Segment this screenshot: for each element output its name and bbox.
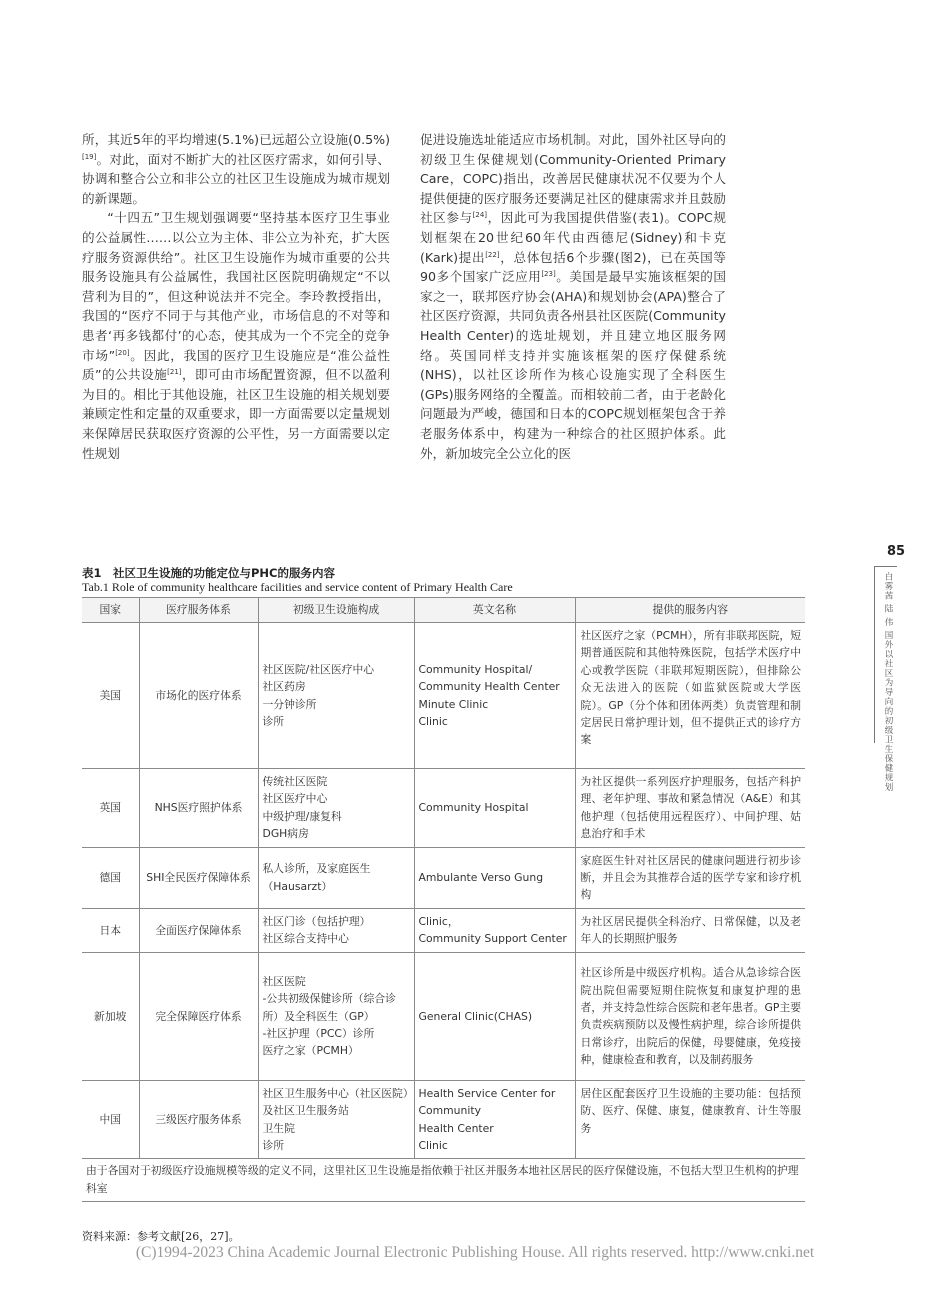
paragraph: 所，其近5年的平均增速(5.1%)已远超公立设施(0.5%)[19]。对此，面对不断扩大的社区医疗需求，如何引导、协调和整合公立和非公立的社区卫生设施成为城市规划的新课题。 <box>82 132 390 206</box>
english-name-cell: Health Service Center for Community Health Center Clinic <box>414 1080 575 1159</box>
body-text-right-column <box>420 130 726 463</box>
facilities-cell: 社区医院/社区医疗中心 社区药房 一分钟诊所 诊所 <box>258 623 414 769</box>
facilities-cell: 社区卫生服务中心（社区医院）及社区卫生服务站 卫生院 诊所 <box>258 1080 414 1159</box>
table-note: 由于各国对于初级医疗设施规模等级的定义不同，这里社区卫生设施是指依赖于社区并服务本地社区居民的医疗保健设施，不包括大型卫生机构的护理科室 <box>82 1159 805 1202</box>
table-source: 资料来源：参考文献[26，27]。 <box>82 1230 240 1243</box>
country-cell: 美国 <box>82 623 139 769</box>
table-title-english: Tab.1 Role of community healthcare facilities and service content of Primary Health Care <box>82 580 513 594</box>
table-row <box>82 908 805 952</box>
system-cell: 市场化的医疗体系 <box>139 623 258 769</box>
country-cell: 德国 <box>82 847 139 908</box>
table-row <box>82 1080 805 1159</box>
services-cell: 家庭医生针对社区居民的健康问题进行初步诊断，并且会为其推荐合适的医学专家和诊疗机构 <box>575 847 805 908</box>
system-cell: SHI全民医疗保障体系 <box>139 847 258 908</box>
facilities-cell: 社区门诊（包括护理） 社区综合支持中心 <box>258 908 414 952</box>
english-name-cell: Clinic， Community Support Center <box>414 908 575 952</box>
column-header: 提供的服务内容 <box>575 598 805 623</box>
country-cell: 新加坡 <box>82 952 139 1080</box>
citation[interactable]: [21] <box>167 367 182 376</box>
system-cell: 完全保障医疗体系 <box>139 952 258 1080</box>
citation[interactable]: [20] <box>115 348 130 357</box>
facilities-cell: 传统社区医院 社区医疗中心 中级护理/康复科 DGH病房 <box>258 769 414 848</box>
body-text-left-column <box>82 130 390 463</box>
citation[interactable]: [19] <box>82 152 97 161</box>
country-cell: 日本 <box>82 908 139 952</box>
paragraph: “十四五”卫生规划强调要“坚持基本医疗卫生事业的公益属性……以公立为主体、非公立为补充，扩大医疗服务资源供给”。社区卫生设施作为城市重要的公共服务设施具有公益属性，我国社区医院明确规定“不以营利为目的”，但这种说法并不完全。李玲教授指出，我国的“医疗不同于与其他产业，市场信息的不对等和患者‘再多钱都付’的心态，使其成为一个不完全的竞争市场”[20]。因此，我国的医疗卫生设施应是“准公益性质”的公共设施[21]，即可由市场配置资源，但不以盈利为目的。相比于其他设施，社区卫生设施的相关规划要兼顾定性和定量的双重要求，即一方面需要以定量规划来保障居民获取医疗资源的公平性，另一方面需要以定性规划 <box>82 210 390 461</box>
country-cell: 英国 <box>82 769 139 848</box>
column-header: 英文名称 <box>414 598 575 623</box>
english-name-cell: Community Hospital/ Community Health Center Minute Clinic Clinic <box>414 623 575 769</box>
table-note-row <box>82 1159 805 1202</box>
services-cell: 社区医疗之家（PCMH），所有非联邦医院，短期普通医院和其他特殊医院，包括学术医疗中心或教学医院（非联邦短期医院），但排除公众无法进入的医院（如监狱医院或大学医院）。GP（分个体和团体两类）负责管理和制定居民日常护理计划，但不提供正式的诊疗方案 <box>575 623 805 769</box>
page-number: 85 <box>887 544 906 559</box>
system-cell: NHS医疗照护体系 <box>139 769 258 848</box>
english-name-cell: Ambulante Verso Gung <box>414 847 575 908</box>
services-cell: 为社区提供一系列医疗护理服务，包括产科护理、老年护理、事故和紧急情况（A&E）和其他护理（包括使用远程医疗）、中间护理、姑息治疗和手术 <box>575 769 805 848</box>
citation[interactable]: [23] <box>541 269 556 278</box>
citation[interactable]: [22] <box>485 250 500 259</box>
paragraph: 促进设施选址能适应市场机制。对此，国外社区导向的初级卫生保健规划(Community-Oriented Primary Care，COPC)指出，改善居民健康状况不仅要为个人提供便捷的医疗服务还要满足社区的健康需求并且鼓励社区参与[24]，因此可为我国提供借鉴(表1)。COPC规划框架在20世纪60年代由西德尼(Sidney)和卡克(Kark)提出[22]，总体包括6个步骤(图2)，已在英国等90多个国家广泛应用[23]。美国是最早实施该框架的国家之一，联邦医疗协会(AHA)和规划协会(APA)整合了社区医疗资源，共同负责各州县社区医院(Community Health Center)的选址规划，并且建立地区服务网络。英国同样支持并实施该框架的医疗保健系统(NHS)，以社区诊所作为核心设施实现了全科医生(GPs)服务网络的全覆盖。而相较前二者，由于老龄化问题最为严峻，德国和日本的COPC规划框架包含于养老服务体系中，构建为一种综合的社区照护体系。此外，新加坡完全公立化的医 <box>420 132 727 461</box>
citation[interactable]: [24] <box>472 211 488 220</box>
system-cell: 全面医疗保障体系 <box>139 908 258 952</box>
system-cell: 三级医疗服务体系 <box>139 1080 258 1159</box>
table-row <box>82 769 805 848</box>
country-cell: 中国 <box>82 1080 139 1159</box>
services-table <box>82 597 805 1202</box>
table-title-chinese: 表1 社区卫生设施的功能定位与PHC的服务内容 <box>82 566 335 580</box>
services-cell: 社区诊所是中级医疗机构。适合从急诊综合医院出院但需要短期住院恢复和康复护理的患者，并支持急性综合医院和老年患者。GP主要负责疾病预防以及慢性病护理，综合诊所提供日常诊疗，出院后的保健，母婴健康，免疫接种，健康检查和教育，以及制药服务 <box>575 952 805 1080</box>
english-name-cell: Community Hospital <box>414 769 575 848</box>
running-header: 白雾茜 陆 伟 国外以社区为导向的初级卫生保健规划 <box>883 572 893 793</box>
column-header: 国家 <box>82 598 139 623</box>
services-cell: 居住区配套医疗卫生设施的主要功能：包括预防、医疗、保健、康复，健康教育、计生等服务 <box>575 1080 805 1159</box>
table-row <box>82 847 805 908</box>
english-name-cell: General Clinic(CHAS) <box>414 952 575 1080</box>
column-header: 医疗服务体系 <box>139 598 258 623</box>
table-row <box>82 952 805 1080</box>
table-header-row <box>82 598 805 623</box>
table-row <box>82 623 805 769</box>
facilities-cell: 社区医院 -公共初级保健诊所（综合诊所）及全科医生（GP） -社区护理（PCC）诊所 医疗之家（PCMH） <box>258 952 414 1080</box>
services-cell: 为社区居民提供全科治疗、日常保健，以及老年人的长期照护服务 <box>575 908 805 952</box>
facilities-cell: 私人诊所，及家庭医生（Hausarzt） <box>258 847 414 908</box>
column-header: 初级卫生设施构成 <box>258 598 414 623</box>
copyright-watermark: (C)1994-2023 China Academic Journal Electronic Publishing House. All rights reserved. http://www.cnki.net <box>135 1244 815 1261</box>
